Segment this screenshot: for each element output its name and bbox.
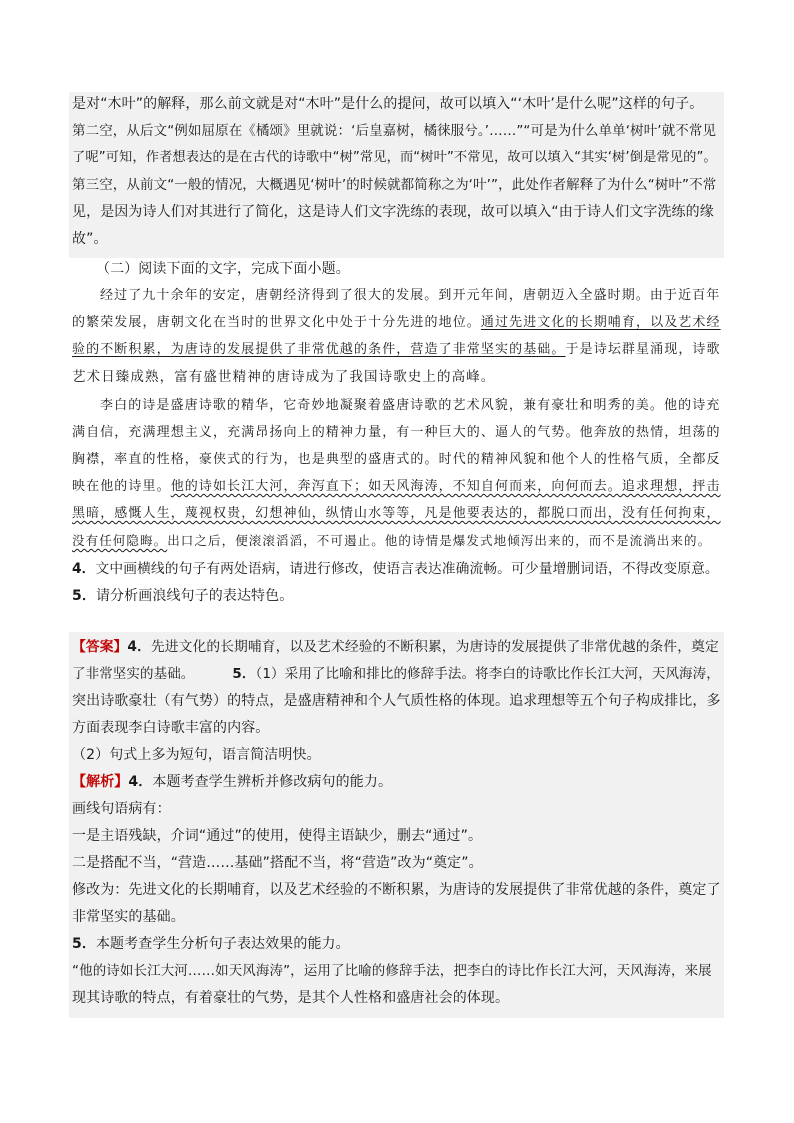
analysis-line: 一是主语残缺，介词“通过”的使用，使得主语缺少，删去“通过”。	[72, 828, 483, 844]
underlined-sentence: 验的不断积累，为唐诗的发展提供了非常优越的条件，营造了非常坚实的基础。	[72, 342, 566, 357]
answer-number: 5．	[232, 666, 256, 682]
analysis-number: 4．	[128, 774, 153, 790]
wavy-sentence: 黑暗，感慨人生，蔑视权贵，幻想神仙，纵情山水等等，凡是他要表达的，都脱口而出，没有任何拘束，	[72, 506, 721, 521]
question-5	[72, 586, 293, 606]
answer-number: 4．	[127, 639, 151, 655]
passage-line: 满自信，充满理想主义，充满昂扬向上的精神力量，有一种巨大的、逼人的气势。他奔放的热情，坦荡的	[72, 425, 721, 440]
section-heading: （二）阅读下面的文字，完成下面小题。	[96, 261, 350, 277]
analysis-line: 修改为：先进文化的长期哺育，以及艺术经验的不断积累，为唐诗的发展提供了非常优越的条件，奠定了	[72, 882, 721, 898]
wavy-sentence: 没有任何隐晦。	[72, 533, 168, 548]
passage-text: 于是诗坛群星涌现，诗歌	[565, 342, 721, 357]
answer-line: 突出诗歌豪壮（有气势）的特点，是盛唐精神和个人气质性格的体现。追求理想等五个句子构成排比，多	[72, 693, 721, 709]
analysis-line: 现其诗歌的特点，有着豪壮的气势，是其个人性格和盛唐社会的体现。	[72, 990, 510, 1006]
analysis-line: 画线句语病有：	[72, 801, 171, 817]
analysis-line: 非常坚实的基础。	[72, 909, 185, 925]
question-text: 请分析画浪线句子的表达特色。	[95, 588, 294, 604]
passage-line	[72, 504, 721, 524]
passage-text: 的繁荣发展，唐朝文化在当时的世界文化中处于十分先进的地位。	[72, 315, 481, 330]
passage-line	[72, 531, 711, 551]
analysis-line	[72, 772, 392, 792]
answer-line: 方面表现李白诗歌丰富的内容。	[72, 720, 270, 736]
underlined-sentence: 通过先进文化的长期哺育，以及艺术经	[480, 315, 721, 330]
text-line: 见，是因为诗人们对其进行了简化，这是诗人们文字洗练的表现，故可以填入“由于诗人们文字洗练的缘	[72, 204, 714, 220]
analysis-number: 5．	[72, 936, 96, 952]
answer-text: 了非常坚实的基础。	[72, 666, 195, 682]
analysis-tag: 【解析】	[72, 774, 129, 790]
text-line: 第三空，从前文“一般的情况，大概遇见‘树叶’的时候就都简称之为‘叶’”，此处作者解释了为什么“树叶”不常	[72, 177, 717, 193]
answer-tag: 【答案】	[72, 639, 128, 655]
wavy-sentence: 他的诗如长江大河，奔泻直下；如天风海涛，不知自何而来，向何而去。追求理想，抨击	[170, 479, 721, 494]
passage-line: 艺术日臻成熟，富有盛世精神的唐诗成为了我国诗歌史上的高峰。	[72, 369, 496, 385]
answer-line	[72, 664, 720, 684]
text-line: 第二空，从后文“例如屈原在《橘颂》里就说：‘后皇嘉树，橘徕服兮。’……”“可是为什么单单‘树叶’就不常见	[72, 123, 717, 139]
answer-text: 先进文化的长期哺育，以及艺术经验的不断积累，为唐诗的发展提供了非常优越的条件，奠定	[150, 639, 719, 655]
passage-line: 胸襟，率直的性格，豪侠式的行为，也是典型的盛唐式的。时代的精神风貌和他个人的性格气质，全都反	[72, 452, 721, 467]
analysis-line: 二是搭配不当，“营造……基础”搭配不当，将“营造”改为“奠定”。	[72, 855, 483, 871]
analysis-line: “他的诗如长江大河……如天风海涛”，运用了比喻的修辞手法，把李白的诗比作长江大河，天风海涛，来展	[72, 963, 712, 979]
question-text: 文中画横线的句子有两处语病，请进行修改，使语言表达准确流畅。可少量增删词语，不得改变原意。	[95, 561, 719, 577]
passage-line: 经过了九十余年的安定，唐朝经济得到了很大的发展。到开元年间，唐朝迈入全盛时期。由于近百年	[100, 288, 721, 303]
text-line: 了呢”可知，作者想表达的是在古代的诗歌中“树”常见，而“树叶”不常见，故可以填入“其实‘树’倒是常见的”。	[72, 150, 717, 165]
answer-text: （1）采用了比喻和排比的修辞手法。将李白的诗歌比作长江大河，天风海涛，	[255, 666, 720, 682]
question-number: 4．	[72, 561, 96, 577]
analysis-line	[72, 934, 350, 954]
question-4	[72, 559, 719, 579]
answer-line: （2）句式上多为短句，语言简洁明快。	[72, 747, 321, 763]
text-line: 故”。	[72, 231, 108, 247]
passage-text: 映在他的诗里。	[72, 479, 171, 494]
passage-line: 李白的诗是盛唐诗歌的精华，它奇妙地凝聚着盛唐诗歌的艺术风貌，兼有豪壮和明秀的美。他的诗充	[100, 398, 721, 413]
passage-line	[72, 477, 721, 497]
passage-line	[72, 340, 721, 360]
passage-text: 出口之后，便滚滚滔滔，不可遏止。他的诗情是爆发式地倾泻出来的，而不是流淌出来的。	[167, 533, 712, 548]
analysis-text: 本题考查学生辨析并修改病句的能力。	[152, 774, 393, 790]
answer-line	[72, 637, 719, 657]
text-line: 是对“木叶”的解释，那么前文就是对“木叶”是什么的提问，故可以填入“‘木叶’是什么呢”这样的句子。	[72, 96, 704, 112]
question-number: 5．	[72, 588, 96, 604]
analysis-text: 本题考查学生分析句子表达效果的能力。	[95, 936, 350, 952]
passage-line	[72, 313, 721, 333]
